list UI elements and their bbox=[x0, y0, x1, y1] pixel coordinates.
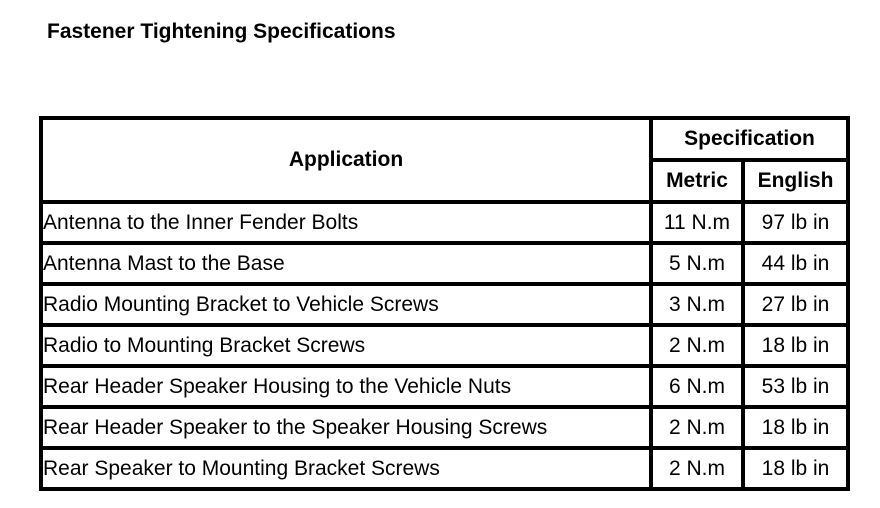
application-cell: Antenna to the Inner Fender Bolts bbox=[43, 204, 653, 245]
application-cell: Rear Header Speaker Housing to the Vehicle Nuts bbox=[43, 368, 653, 409]
english-column-header: English bbox=[745, 162, 846, 204]
metric-cell: 6 N.m bbox=[653, 368, 745, 409]
metric-cell: 2 N.m bbox=[653, 409, 745, 450]
page-title: Fastener Tightening Specifications bbox=[47, 20, 396, 43]
english-cell: 27 lb in bbox=[745, 286, 846, 327]
application-cell: Rear Header Speaker to the Speaker Housing Screws bbox=[43, 409, 653, 450]
metric-cell: 11 N.m bbox=[653, 204, 745, 245]
english-cell: 18 lb in bbox=[745, 327, 846, 368]
application-cell: Radio Mounting Bracket to Vehicle Screws bbox=[43, 286, 653, 327]
table-row bbox=[43, 245, 846, 286]
english-cell: 18 lb in bbox=[761, 456, 830, 480]
application-column-header: Application bbox=[43, 120, 653, 204]
table-row bbox=[43, 286, 846, 327]
spec-table-frame bbox=[39, 116, 850, 491]
metric-cell: 2 N.m bbox=[653, 327, 745, 368]
english-cell: 97 lb in bbox=[745, 204, 846, 245]
table-row bbox=[43, 450, 846, 487]
application-cell: Antenna Mast to the Base bbox=[43, 245, 653, 286]
table-row bbox=[43, 368, 846, 409]
metric-cell: 5 N.m bbox=[653, 245, 745, 286]
fastener-spec-table bbox=[43, 120, 846, 487]
english-cell: 18 lb in bbox=[745, 409, 846, 450]
application-cell: Rear Speaker to Mounting Bracket Screws bbox=[43, 450, 653, 487]
english-cell: 44 lb in bbox=[745, 245, 846, 286]
specification-column-header: Specification bbox=[653, 120, 846, 162]
application-cell: Radio to Mounting Bracket Screws bbox=[43, 327, 653, 368]
table-row bbox=[43, 327, 846, 368]
english-cell: 53 lb in bbox=[745, 368, 846, 409]
metric-cell: 3 N.m bbox=[653, 286, 745, 327]
metric-column-header: Metric bbox=[653, 162, 745, 204]
metric-cell: 2 N.m bbox=[653, 450, 745, 487]
table-row bbox=[43, 409, 846, 450]
table-row bbox=[43, 204, 846, 245]
